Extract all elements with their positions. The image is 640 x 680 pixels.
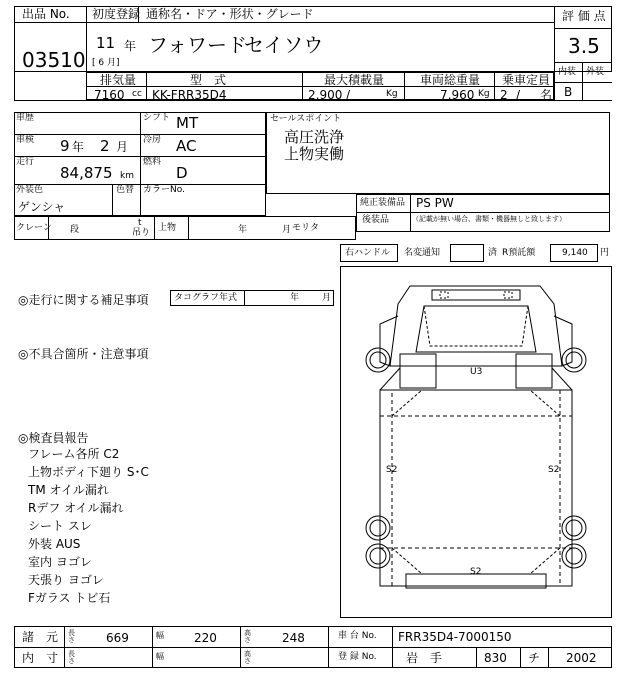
name-change-label: 名変通知 [404,248,441,258]
max-load-label: 最大積載量 [324,73,385,87]
car-grade: セイソウ [244,33,324,57]
reg-kana: チ [528,651,541,665]
inspection-year-unit: 年 [72,140,85,154]
recycle: 9,140 [562,248,588,258]
height: 248 [282,631,305,645]
tacho-year: 年 [290,293,300,303]
first-reg-year: 11 [96,34,116,52]
report-line-8: 天張り ヨゴレ [28,573,104,587]
width: 220 [194,631,217,645]
report-line-3: TM オイル漏れ [28,483,109,497]
first-reg-month: [ 6 月] [92,58,120,68]
model-label: 型 式 [190,73,227,87]
interior-dims-label: 内 寸 [22,651,59,665]
max-load-slash: / [346,88,351,102]
displacement: 7160 [94,88,125,102]
sales-label: セールスポイント [270,114,342,124]
model: KK-FRR35D4 [152,88,227,102]
color: ゲンシャ [18,200,66,214]
width-label: 幅 [156,631,164,640]
rhd: 右ハンドル [345,248,391,258]
report-line-1: フレーム各所 C2 [28,447,120,461]
damage-s2-right: S2 [548,465,560,475]
aftermarket-note: （記載が無い場合、書類・機器無しと致します） [412,215,566,223]
report-line-9: Fガラス トビ石 [28,591,111,605]
reg-number: 2002 [566,651,597,665]
report-line-2: 上物ボディ下廻り S･C [28,465,149,479]
score: 3.5 [568,34,600,58]
exterior-score-label: 外装 [586,67,605,77]
recycle-unit: 円 [600,248,610,258]
interior-score-label: 内装 [558,67,577,77]
shift-label: シフト [143,113,171,123]
interior-length-label: 長さ [68,650,75,665]
shift: MT [176,114,199,132]
ac: AC [176,137,197,155]
first-reg-label: 初度登録 [92,7,141,21]
upper-label: 上物 [158,223,177,233]
tacho-label: タコグラフ年式 [174,293,238,303]
interior-width-label: 幅 [156,652,164,661]
gross-weight-unit: Kg [478,89,490,99]
report-line-5: シート スレ [28,519,92,533]
length-label: 長さ [68,629,75,644]
reg-class: 830 [484,651,507,665]
inspection-year: 9 [60,137,70,155]
capacity-label: 乗車定員 [502,73,551,87]
ac-label: 冷房 [143,135,162,145]
equipment: PS PW [416,196,454,210]
report-line-4: Rデフ オイル漏れ [28,501,124,515]
tacho-month: 月 [322,293,332,303]
height-label: 高さ [244,629,251,644]
score-label: 評 価 点 [562,9,606,23]
dims-label: 諸 元 [22,630,59,644]
color-change-label: 色替 [116,185,135,195]
aftermarket-label: 後装品 [362,215,390,225]
damage-s2-bottom: S2 [470,567,482,577]
capacity-slash: / [516,88,521,102]
color-label: 外装色 [16,185,44,195]
inspection-label: 車検 [16,135,35,145]
capacity: 2 [500,88,508,102]
reg-label: 登 録 No. [338,652,377,662]
reg-area: 岩 手 [406,651,443,665]
inspection-month: 2 [100,137,110,155]
interior-score: B [564,85,573,99]
fuel: D [176,164,188,182]
mileage: 84,875 [60,164,113,182]
lot-number: 03510 [22,48,86,72]
car-name: フォワード [148,33,247,57]
fuel-label: 燃料 [143,157,162,167]
defect-label: ◎不具合箇所・注意事項 [18,347,149,361]
displacement-label: 排気量 [100,73,137,87]
damage-s2-left: S2 [386,465,398,475]
color-no-label: カラーNo. [143,185,185,195]
mileage-label: 走行 [16,157,35,167]
sales-point-2: 上物実働 [284,145,345,163]
mileage-unit: km [120,171,134,181]
max-load-unit: Kg [386,89,398,99]
report-line-7: 室内 ヨゴレ [28,555,92,569]
chassis: FRR35D4-7000150 [398,630,512,644]
recycle-label: R預託額 [502,248,536,258]
displacement-unit: cc [132,89,142,99]
crane-label: クレーン [16,223,52,233]
crane-t: t [138,218,142,228]
name-change-box [450,244,484,262]
gross-weight-label: 車両総重量 [420,73,481,87]
history-label: 車歴 [16,113,35,123]
sales-point-1: 高圧洗浄 [284,128,345,146]
name-label: 通称名・ドア・形状・グレード [146,7,314,21]
length: 669 [106,631,129,645]
year-unit: 年 [124,39,137,53]
gross-weight: 7,960 [440,88,475,102]
max-load: 2,900 [308,88,343,102]
capacity-unit: 名 [540,88,553,102]
lot-label: 出品 No. [22,7,70,21]
inspector-label: ◎検査員報告 [18,431,89,445]
upper-year: 年 [238,225,248,235]
crane-hang: 吊り [132,228,151,238]
truck-diagram [340,266,612,618]
damage-u3: U3 [470,367,483,377]
equip-label: 純正装備品 [360,198,406,208]
upper-month: 月 [282,225,292,235]
inspection-month-unit: 月 [116,140,129,154]
report-line-6: 外装 AUS [28,537,81,551]
interior-height-label: 高さ [244,650,251,665]
name-change-done: 済 [488,248,498,258]
upper-maker: モリタ [292,223,320,233]
chassis-label: 車 台 No. [338,631,377,641]
crane-stage: 段 [70,225,80,235]
supplement-label: ◎走行に関する補足事項 [18,293,149,307]
